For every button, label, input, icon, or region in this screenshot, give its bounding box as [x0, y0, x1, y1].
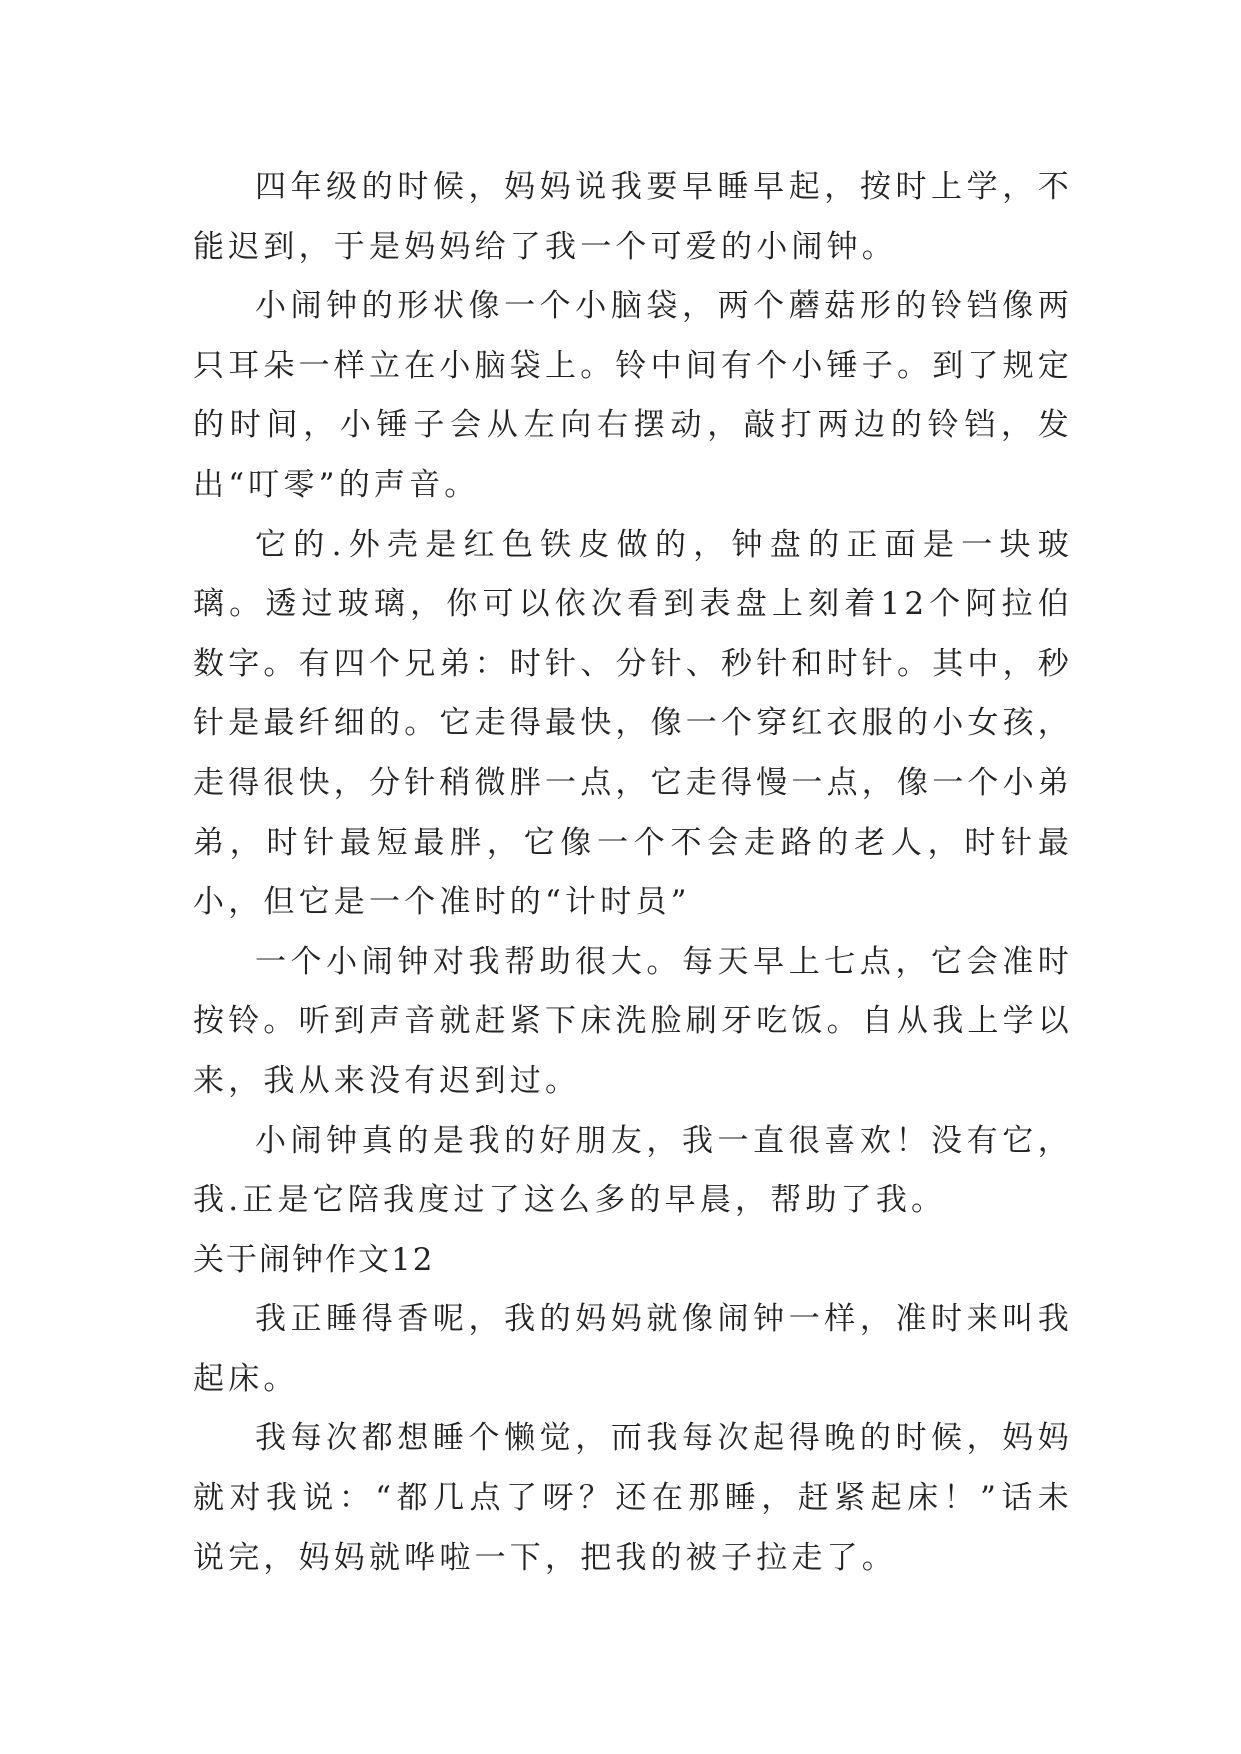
section-heading: 关于闹钟作文12 — [193, 1241, 435, 1278]
document-body — [193, 158, 1073, 1588]
paragraph: 一个小闹钟对我帮助很大。每天早上七点，它会准时按铃。听到声音就赶紧下床洗脸刷牙吃饭。自从我上学以来，我从来没有迟到过。 — [193, 943, 1073, 1099]
paragraph: 我正睡得香呢，我的妈妈就像闹钟一样，准时来叫我起床。 — [193, 1301, 1073, 1397]
paragraph: 小闹钟真的是我的好朋友，我一直很喜欢！没有它，我.正是它陪我度过了这么多的早晨，帮助了我。 — [193, 1122, 1073, 1219]
paragraph: 小闹钟的形状像一个小脑袋，两个蘑菇形的铃铛像两只耳朵一样立在小脑袋上。铃中间有个小锤子。到了规定的时间，小锤子会从左向右摆动，敲打两边的铃铛，发出“叮零”的声音。 — [193, 288, 1073, 503]
paragraph: 四年级的时候，妈妈说我要早睡早起，按时上学，不能迟到，于是妈妈给了我一个可爱的小闹钟。 — [193, 169, 1073, 265]
paragraph: 它的.外壳是红色铁皮做的，钟盘的正面是一块玻璃。透过玻璃，你可以依次看到表盘上刻着12个阿拉伯数字。有四个兄弟：时针、分针、秒针和时针。其中，秒针是最纤细的。它走得最快，像一个穿红衣服的小女孩，走得很快，分针稍微胖一点，它走得慢一点，像一个小弟弟，时针最短最胖，它像一个不会走路的老人，时针最小，但它是一个准时的“计时员” — [193, 526, 1073, 921]
paragraph: 我每次都想睡个懒觉，而我每次起得晚的时候，妈妈就对我说：“都几点了呀？还在那睡，赶紧起床！”话未说完，妈妈就哗啦一下，把我的被子拉走了。 — [193, 1420, 1073, 1576]
